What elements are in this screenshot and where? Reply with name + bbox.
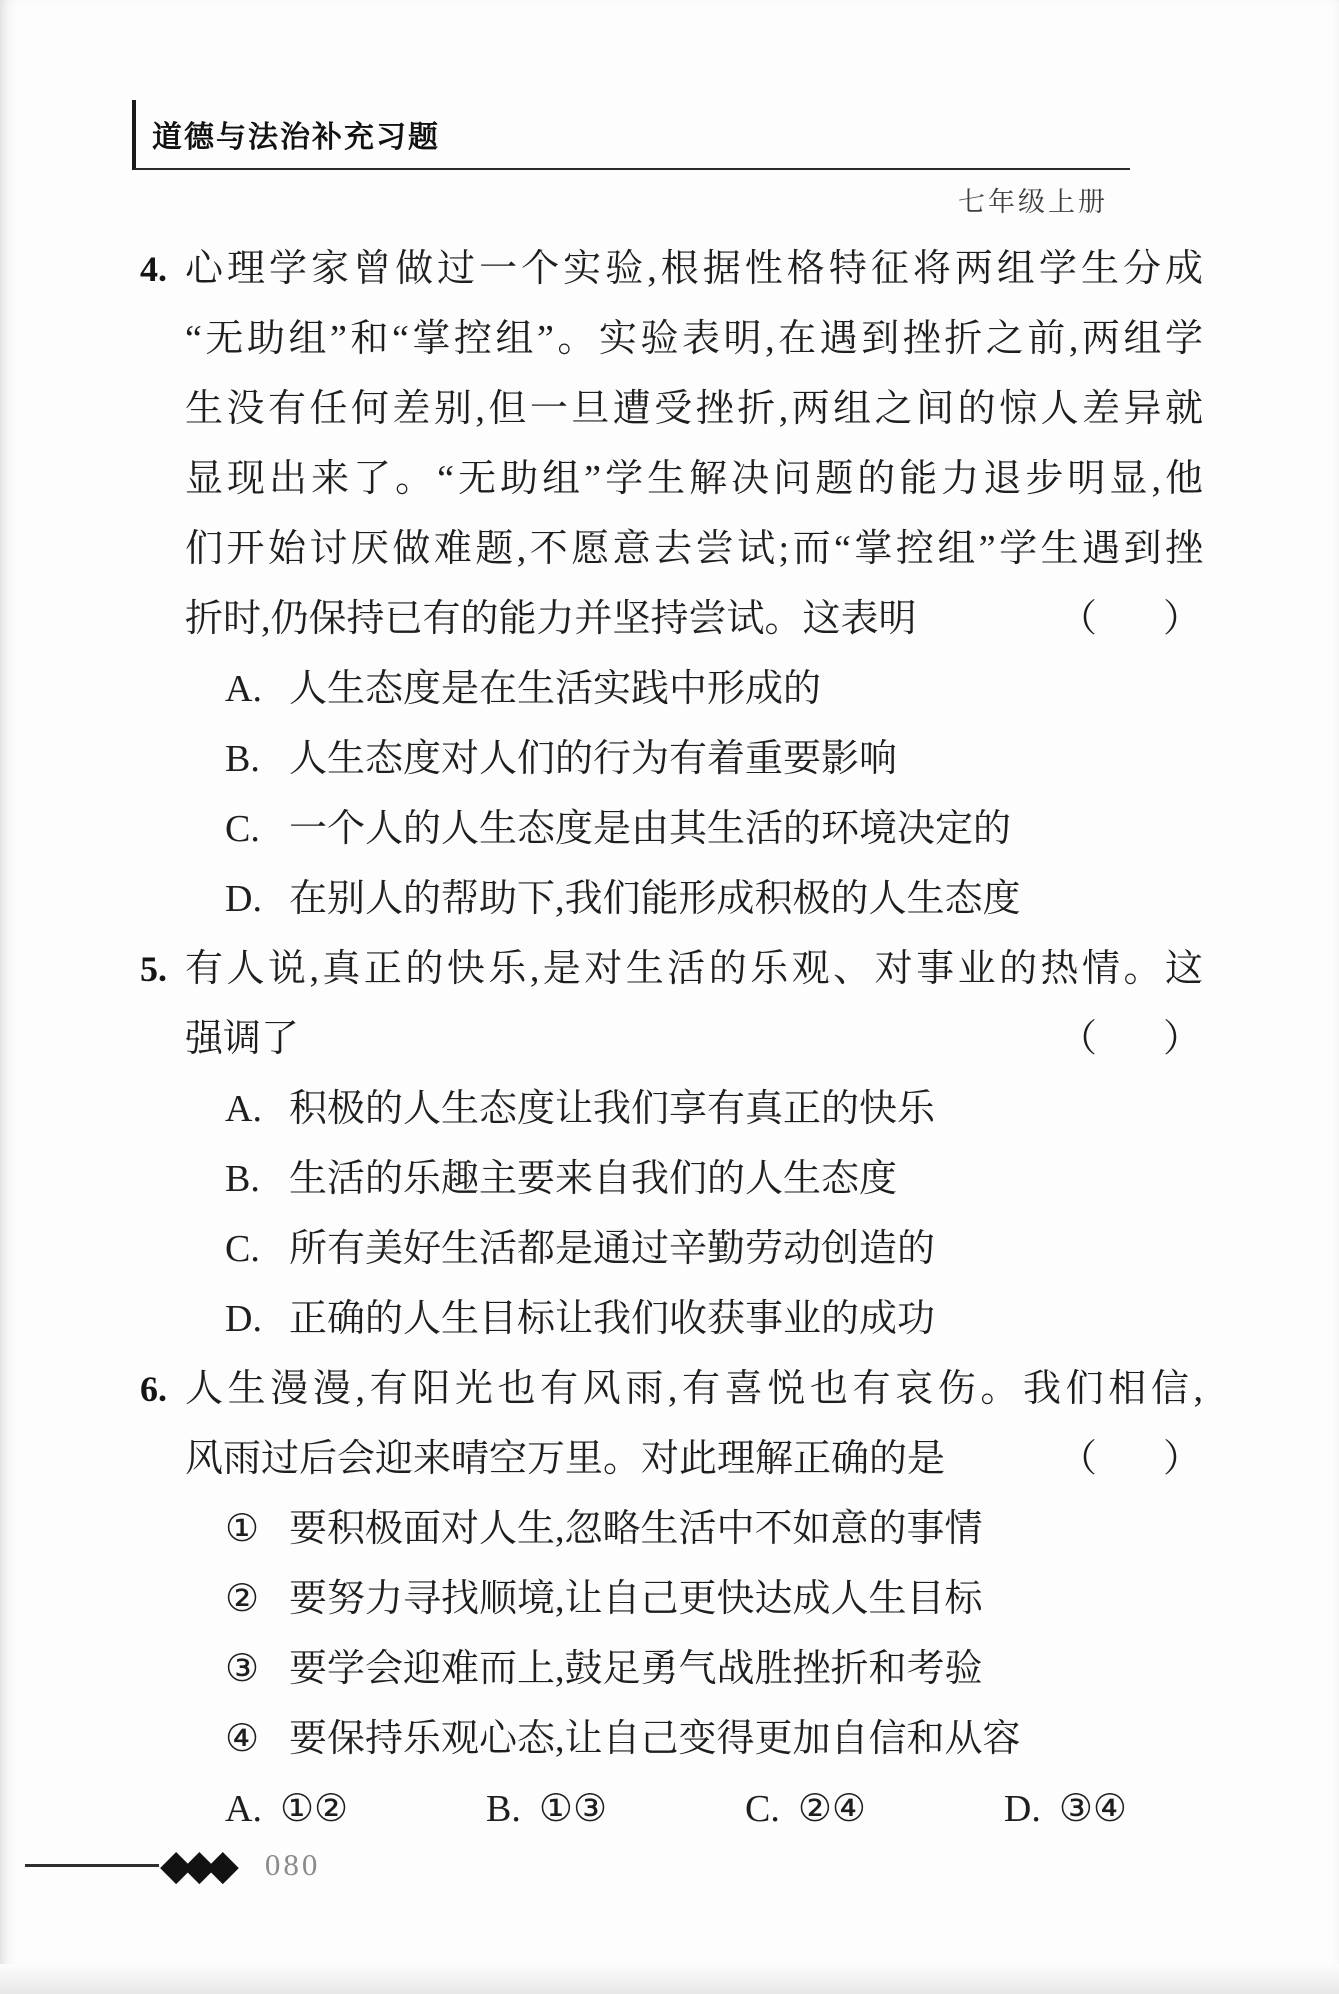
statement-number: ④ [225,1718,260,1760]
statement-number: ② [225,1578,260,1620]
statement-number: ③ [225,1648,260,1690]
question-4-number: 4. [140,249,167,289]
footer-rule [25,1864,159,1867]
statement-text: 要学会迎难而上,鼓足勇气战胜挫折和考验 [289,1648,983,1690]
bracket-open: （ [1058,598,1097,640]
option-a [225,654,1203,724]
option-d [225,1284,1203,1354]
answer-d [1004,1774,1127,1844]
question-5 [140,934,1203,1354]
bracket-close: ） [1162,1438,1201,1480]
stem-line: 心理学家曾做过一个实验,根据性格特征将两组学生分成 [185,248,1203,290]
option-label: A. [225,668,262,710]
option-text: 在别人的帮助下,我们能形成积极的人生态度 [289,878,1021,920]
stem-line: 生没有任何差别,但一旦遭受挫折,两组之间的惊人差异就 [185,388,1203,430]
question-4-body [185,234,1203,934]
stem-line: 强调了 [185,1018,300,1060]
bracket-open: （ [1058,1438,1097,1480]
statement-text: 要保持乐观心态,让自己变得更加自信和从容 [289,1718,1021,1760]
option-text: 一个人的人生态度是由其生活的环境决定的 [289,808,1012,850]
option-label: B. [225,738,260,780]
question-6-statements [225,1494,1203,1774]
question-6-body [185,1354,1203,1844]
stem-last-line [185,584,1203,654]
answer-combo: ①② [279,1788,349,1830]
answer-b [486,1774,607,1844]
answer-label: C. [744,1788,780,1830]
option-text: 正确的人生目标让我们收获事业的成功 [289,1298,936,1340]
answer-label: B. [486,1788,521,1830]
answer-bracket [1059,584,1203,654]
answer-combo: ②④ [797,1788,866,1830]
option-d [225,864,1203,934]
stem-line: 折时,仍保持已有的能力并坚持尝试。这表明 [185,598,917,640]
statement-4 [225,1704,1203,1774]
bracket-close: ） [1162,598,1201,640]
answer-label: A. [225,1788,262,1830]
answer-combo: ①③ [538,1788,608,1830]
statement-text: 要积极面对人生,忽略生活中不如意的事情 [289,1508,983,1550]
answer-bracket [1059,1004,1203,1074]
option-text: 生活的乐趣主要来自我们的人生态度 [289,1158,898,1200]
bracket-open: （ [1058,1018,1097,1060]
question-6 [140,1354,1203,1844]
option-label: C. [225,808,260,850]
question-5-number: 5. [140,949,167,989]
option-c [225,1214,1203,1284]
answer-c [745,1774,866,1844]
option-label: D. [225,878,262,920]
stem-line: “无助组”和“掌控组”。实验表明,在遇到挫折之前,两组学 [185,318,1203,360]
answer-label: D. [1003,1788,1041,1830]
stem-line: 有人说,真正的快乐,是对生活的乐观、对事业的热情。这 [185,948,1203,990]
option-c [225,794,1203,864]
answer-bracket [1059,1424,1203,1494]
question-4-options [225,654,1203,934]
question-4 [140,234,1203,934]
stem-line: 人生漫漫,有阳光也有风雨,有喜悦也有哀伤。我们相信, [185,1368,1203,1410]
statement-3 [225,1634,1203,1704]
answer-combo: ③④ [1058,1788,1127,1830]
option-text: 所有美好生活都是通过辛勤劳动创造的 [289,1228,936,1270]
book-title: 道德与法治补充习题 [152,121,440,154]
option-label: A. [225,1088,262,1130]
option-b [225,1144,1203,1214]
scan-edge [0,1964,1339,1994]
stem-line: 显现出来了。“无助组”学生解决问题的能力退步明显,他 [185,458,1203,500]
option-label: B. [225,1158,260,1200]
option-label: D. [225,1298,262,1340]
statement-1 [225,1494,1203,1564]
option-label: C. [225,1228,260,1270]
answer-a [225,1774,348,1844]
book-title-bar [132,100,1130,170]
stem-line: 风雨过后会迎来晴空万里。对此理解正确的是 [185,1438,946,1480]
volume-label: 七年级上册 [958,187,1108,217]
option-b [225,724,1203,794]
option-a [225,1074,1203,1144]
diamond-ornament-icon: ◆◆◆ [160,1840,230,1889]
statement-text: 要努力寻找顺境,让自己更快达成人生目标 [289,1578,983,1620]
stem-last-line [185,1004,1203,1074]
question-6-answer-choices [225,1774,1127,1844]
page-number: 080 [264,1847,321,1882]
stem-last-line [185,1424,1203,1494]
stem-line: 们开始讨厌做难题,不愿意去尝试;而“掌控组”学生遇到挫 [185,528,1203,570]
question-6-number: 6. [140,1369,167,1409]
question-5-body [185,934,1203,1354]
option-text: 人生态度是在生活实践中形成的 [289,668,822,710]
question-5-options [225,1074,1203,1354]
page-header [132,100,1130,219]
statement-number: ① [225,1508,260,1550]
statement-2 [225,1564,1203,1634]
bracket-close: ） [1162,1018,1201,1060]
questions-area [140,234,1203,1844]
option-text: 人生态度对人们的行为有着重要影响 [289,738,898,780]
page-footer [25,1840,321,1889]
option-text: 积极的人生态度让我们享有真正的快乐 [289,1088,936,1130]
